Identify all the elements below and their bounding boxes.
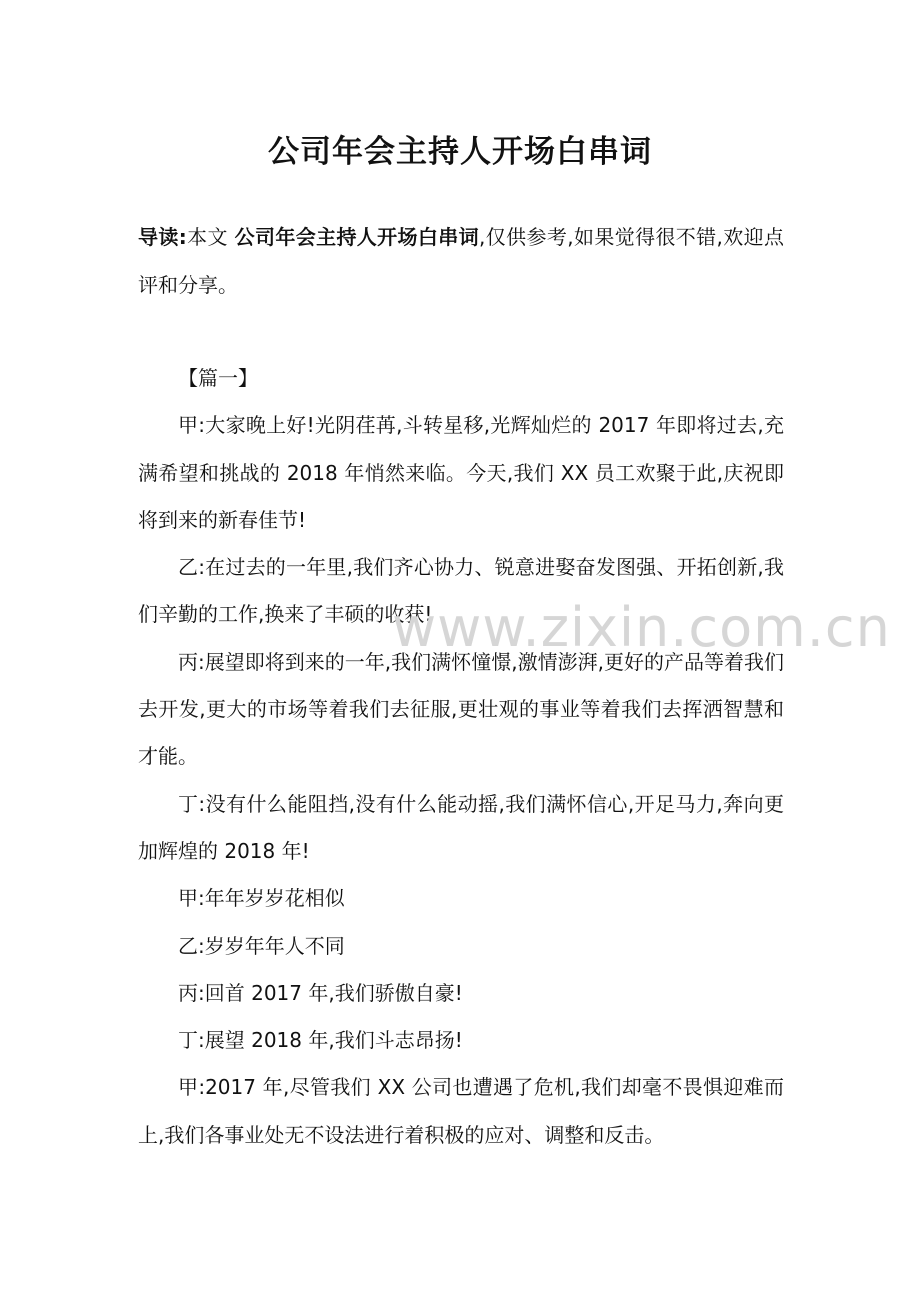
document-title: 公司年会主持人开场白串词 — [268, 134, 652, 170]
body-paragraph: 丁:展望 2018 年,我们斗志昂扬! — [178, 1028, 463, 1053]
body-paragraph: 丙:回首 2017 年,我们骄傲自豪! — [178, 980, 463, 1005]
body-paragraph: 甲:年年岁岁花相似 — [178, 886, 345, 911]
intro-lead-label: 导读: — [138, 225, 187, 249]
body-paragraph: 丙:展望即将到来的一年,我们满怀憧憬,激情澎湃,更好的产品等着我们去开发,更大的市场等着我们去征服,更壮观的事业等着我们去挥洒智慧和才能。 — [138, 649, 784, 769]
intro-pre-text: 本文 — [186, 225, 235, 249]
intro-post-text: ,仅供参考,如果觉得很不错,欢迎点评和分享。 — [138, 225, 785, 297]
body-paragraph: 乙:岁岁年年人不同 — [178, 933, 345, 958]
document-body — [138, 355, 784, 1159]
intro-paragraph — [138, 213, 784, 309]
watermark-logo: www.zixin.com.cn — [392, 596, 891, 659]
body-paragraph: 甲:大家晚上好!光阴荏苒,斗转星移,光辉灿烂的 2017 年即将过去,充满希望和挑战的 2018 年悄然来临。今天,我们 XX 员工欢聚于此,庆祝即将到来的新春佳节! — [138, 413, 784, 532]
body-paragraph: 丁:没有什么能阻挡,没有什么能动摇,我们满怀信心,开足马力,奔向更加辉煌的 2018 年! — [138, 791, 784, 863]
body-paragraph: 乙:在过去的一年里,我们齐心协力、锐意进娶奋发图强、开拓创新,我们辛勤的工作,换来了丰硕的收获! — [138, 555, 784, 627]
intro-title-reference: 公司年会主持人开场白串词 — [234, 225, 480, 249]
section-heading: 【篇一】 — [178, 366, 258, 390]
body-paragraph: 甲:2017 年,尽管我们 XX 公司也遭遇了危机,我们却毫不畏惧迎难而上,我们各事业处无不设法进行着积极的应对、调整和反击。 — [138, 1075, 784, 1147]
